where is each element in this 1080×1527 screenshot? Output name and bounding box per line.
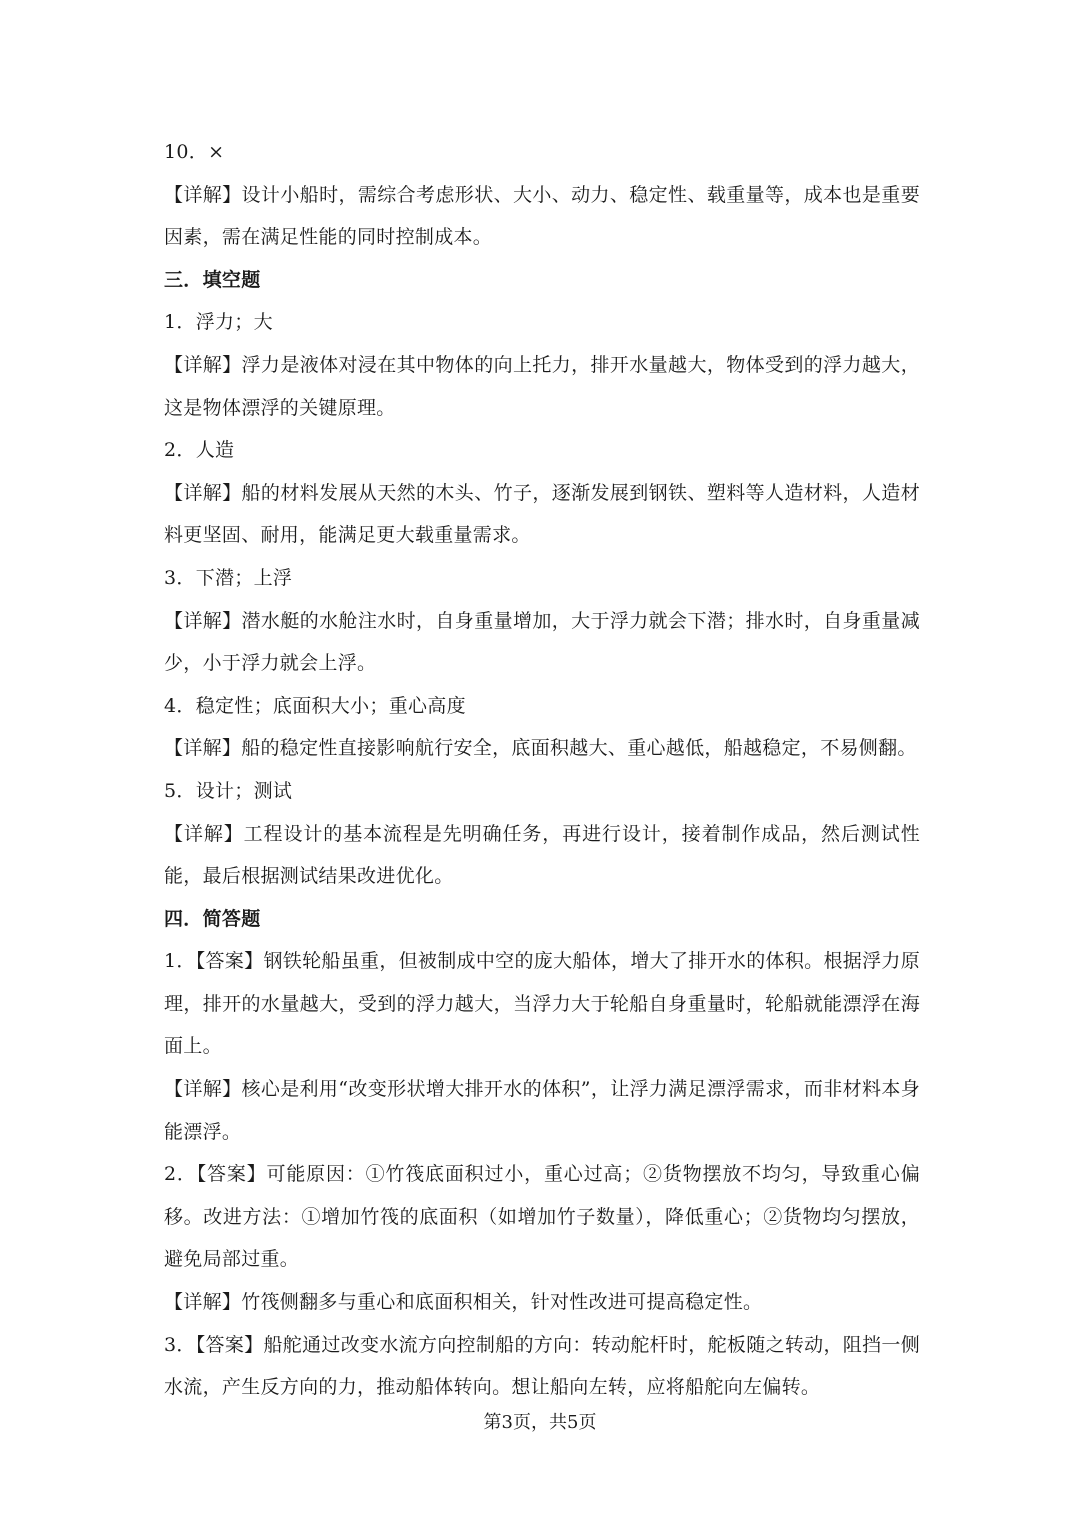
page-content xyxy=(164,131,920,1409)
answer-paragraph: 3．【答案】船舵通过改变水流方向控制船的方向：转动舵杆时，舵板随之转动，阻挡一侧水流，产生反方向的力，推动船体转向。想让船向左转，应将船舵向左偏转。 xyxy=(164,1333,920,1399)
answer-line: 2．人造 xyxy=(164,439,235,462)
explanation-paragraph: 【详解】工程设计的基本流程是先明确任务，再进行设计，接着制作成品，然后测试性能，最后根据测试结果改进优化。 xyxy=(164,822,920,888)
section-heading-fill-in: 三．填空题 xyxy=(164,268,261,291)
explanation-paragraph: 【详解】设计小船时，需综合考虑形状、大小、动力、稳定性、载重量等，成本也是重要因素，需在满足性能的同时控制成本。 xyxy=(164,183,920,249)
answer-line: 10．× xyxy=(164,141,225,163)
explanation-paragraph: 【详解】船的材料发展从天然的木头、竹子，逐渐发展到钢铁、塑料等人造材料，人造材料更坚固、耐用，能满足更大载重量需求。 xyxy=(164,481,920,547)
answer-line: 3．下潜；上浮 xyxy=(164,566,293,589)
explanation-paragraph: 【详解】船的稳定性直接影响航行安全，底面积越大、重心越低，船越稳定，不易侧翻。 xyxy=(164,737,917,760)
explanation-paragraph: 【详解】竹筏侧翻多与重心和底面积相关，针对性改进可提高稳定性。 xyxy=(164,1291,763,1314)
answer-paragraph: 1．【答案】钢铁轮船虽重，但被制成中空的庞大船体，增大了排开水的体积。根据浮力原理，排开的水量越大，受到的浮力越大，当浮力大于轮船自身重量时，轮船就能漂浮在海面上。 xyxy=(164,950,920,1058)
page-number-footer: 第3页，共5页 xyxy=(483,1412,597,1433)
explanation-paragraph: 【详解】核心是利用“改变形状增大排开水的体积”，让浮力满足漂浮需求，而非材料本身能漂浮。 xyxy=(164,1078,920,1143)
explanation-paragraph: 【详解】浮力是液体对浸在其中物体的向上托力，排开水量越大，物体受到的浮力越大，这是物体漂浮的关键原理。 xyxy=(164,353,920,419)
answer-line: 4．稳定性；底面积大小；重心高度 xyxy=(164,694,466,717)
section-heading-short-answer: 四．简答题 xyxy=(164,907,261,930)
answer-paragraph: 2．【答案】可能原因：①竹筏底面积过小，重心过高；②货物摆放不均匀，导致重心偏移。改进方法：①增加竹筏的底面积（如增加竹子数量），降低重心；②货物均匀摆放，避免局部过重。 xyxy=(164,1163,920,1271)
explanation-paragraph: 【详解】潜水艇的水舱注水时，自身重量增加，大于浮力就会下潜；排水时，自身重量减少，小于浮力就会上浮。 xyxy=(164,609,920,675)
answer-line: 1．浮力；大 xyxy=(164,311,273,334)
answer-line: 5．设计；测试 xyxy=(164,779,293,802)
